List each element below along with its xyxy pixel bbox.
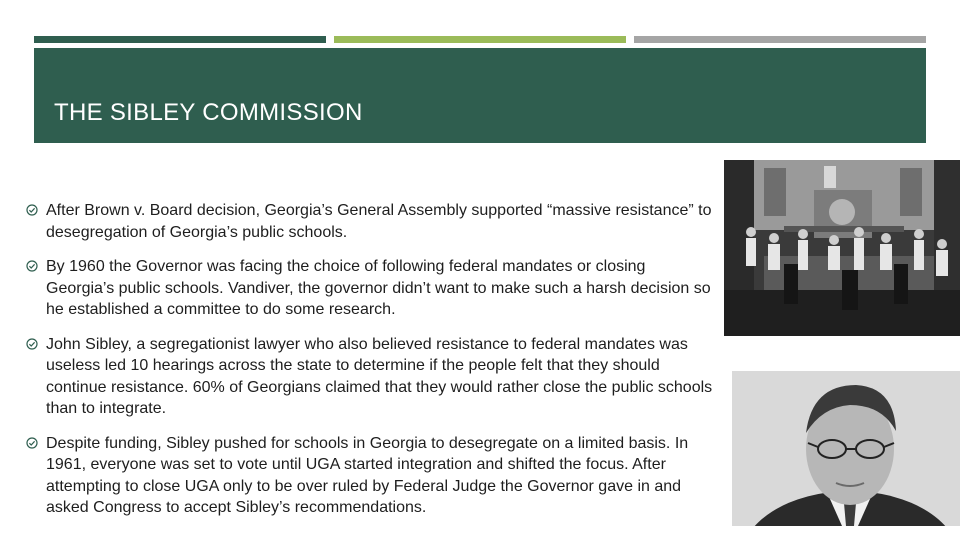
bullet-text: Despite funding, Sibley pushed for schools in Georgia to desegregate on a limited basis. In 1961, everyone was set to vote until UGA started integration and shifted the focus. After attempting to close UGA only to be over ruled by Federal Judge the Governor gave in and asked Congress to accept Sibley’s recommendations. bbox=[46, 434, 689, 516]
circle-check-icon bbox=[26, 204, 38, 216]
circle-check-icon bbox=[26, 437, 38, 449]
bullet-text: After Brown v. Board decision, Georgia’s General Assembly supported “massive resistance” to desegregation of Georgia’s public schools. bbox=[46, 202, 712, 241]
circle-check-icon bbox=[26, 338, 38, 350]
bullet-item bbox=[26, 200, 716, 243]
title-band bbox=[34, 48, 926, 143]
bullet-item bbox=[26, 433, 716, 519]
bullet-item bbox=[26, 256, 716, 321]
accent-bar-gray bbox=[634, 36, 926, 43]
portrait-photo bbox=[732, 371, 960, 526]
bullet-item bbox=[26, 334, 716, 420]
bullet-text: By 1960 the Governor was facing the choice of following federal mandates or closing Georgia’s public schools. Vandiver, the governor didn’t want to make such a harsh decision so he established a committee to do some research. bbox=[46, 258, 711, 318]
bullet-text: John Sibley, a segregationist lawyer who also believed resistance to federal mandates was useless led 10 hearings across the state to determine if the people felt that they should continue resistance. 60% of Georgians claimed that they would rather close the public schools than to integrate. bbox=[46, 335, 713, 417]
accent-bar-light-green bbox=[334, 36, 626, 43]
bullet-list bbox=[26, 200, 716, 532]
hearing-room-photo bbox=[724, 160, 960, 336]
slide-title: THE SIBLEY COMMISSION bbox=[54, 99, 363, 126]
circle-check-icon bbox=[26, 260, 38, 272]
accent-bar-dark-green bbox=[34, 36, 326, 43]
